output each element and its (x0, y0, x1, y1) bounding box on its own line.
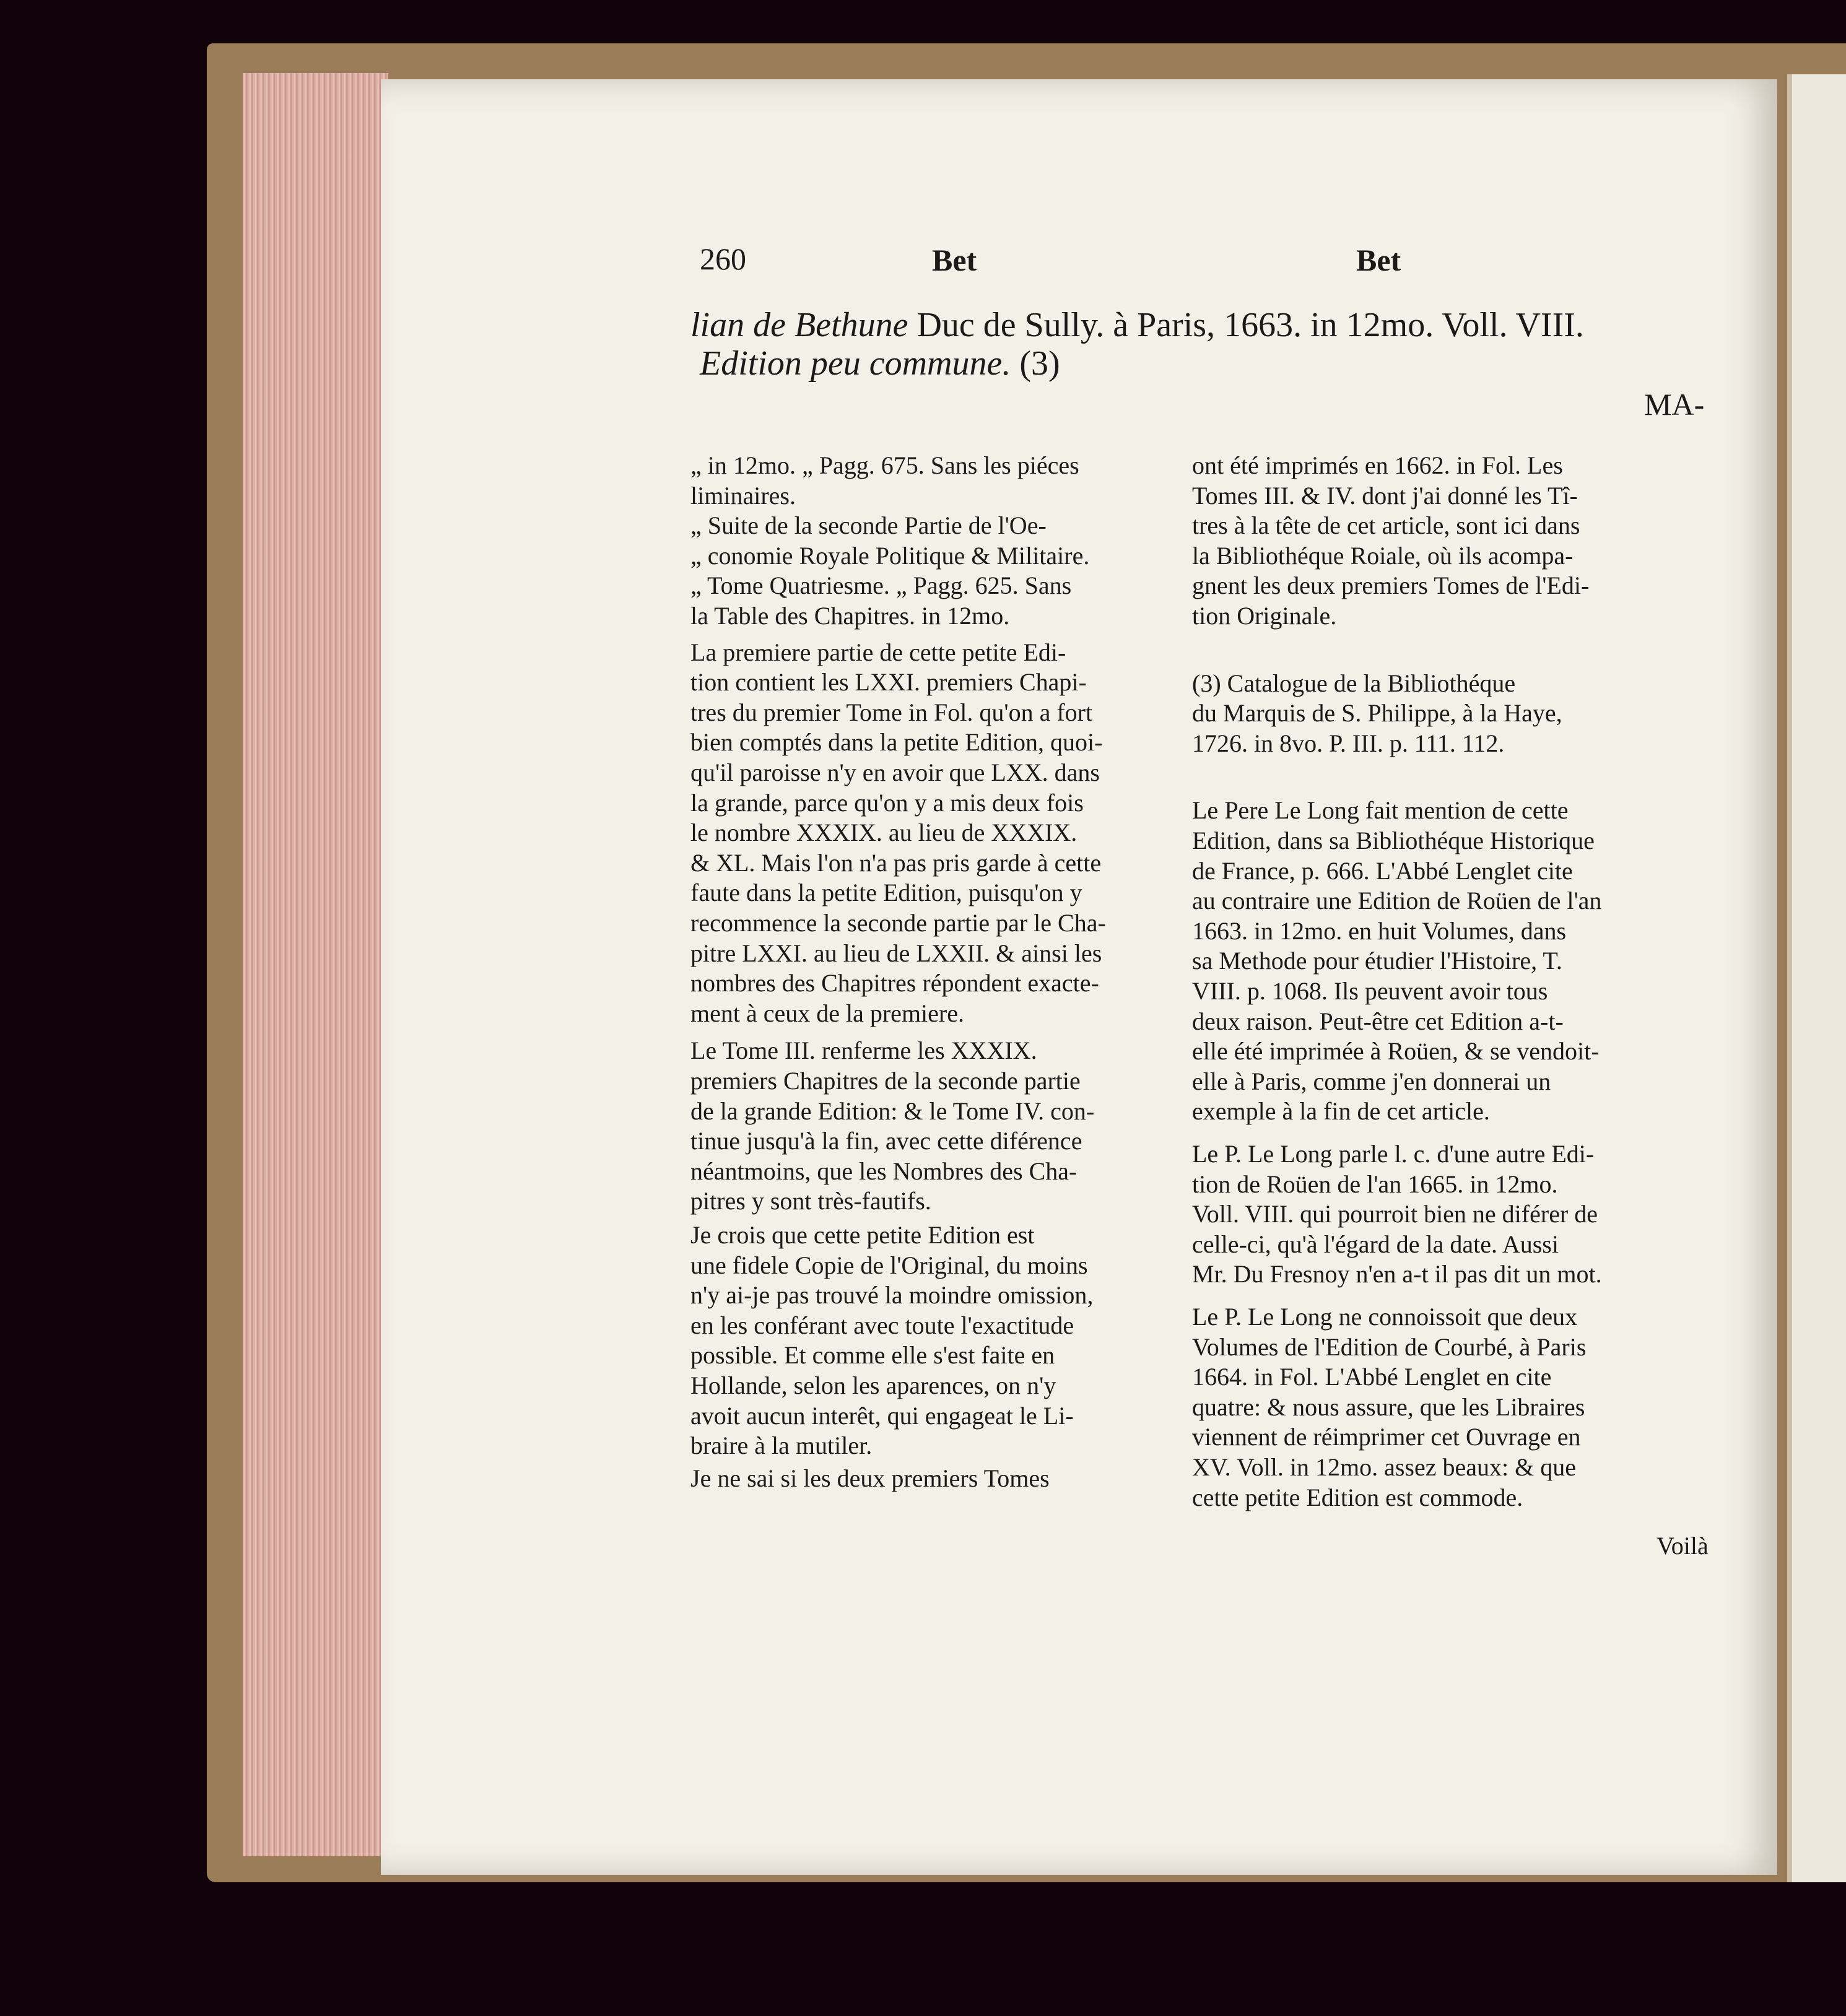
text-line: elle été imprimée à Roüen, & se vendoit- (1192, 1037, 1600, 1066)
text-line: la Bibliothéque Roiale, où ils acompa- (1192, 541, 1574, 570)
text-line: elle à Paris, comme j'en donnerai un (1192, 1067, 1551, 1095)
catchword-bottom: Voilà (1657, 1532, 1709, 1560)
text-line: 1663. in 12mo. en huit Volumes, dans (1192, 916, 1567, 945)
text-line: braire à la mutiler. (690, 1432, 873, 1460)
text-line: ont été imprimés en 1662. in Fol. Les (1192, 451, 1563, 479)
running-head-right: Bet (1356, 243, 1401, 277)
text-line: au contraire une Edition de Roüen de l'an (1192, 887, 1602, 915)
text-line: pitre LXXI. au lieu de LXXII. & ainsi les (690, 939, 1102, 967)
right-column (1192, 451, 1725, 1652)
book-page (381, 79, 1777, 1875)
text-line: celle-ci, qu'à l'égard de la date. Aussi (1192, 1230, 1559, 1258)
text-line: viennent de réimprimer cet Ouvrage en (1192, 1423, 1581, 1451)
text-line: premiers Chapitres de la seconde partie (690, 1067, 1081, 1095)
text-line: tres à la tête de cet article, sont ici dans (1192, 511, 1580, 540)
text-line: Mr. Du Fresnoy n'en a-t il pas dit un mot. (1192, 1260, 1602, 1288)
text-line: du Marquis de S. Philippe, à la Haye, (1192, 699, 1562, 728)
text-line: de France, p. 666. L'Abbé Lenglet cite (1192, 856, 1573, 885)
text-line: quatre: & nous assure, que les Libraires (1192, 1393, 1585, 1421)
text-line: la grande, parce qu'on y a mis deux fois (690, 788, 1084, 817)
page-edges (243, 73, 388, 1856)
text-line: bien comptés dans la petite Edition, quoi- (690, 728, 1103, 757)
text-line: de la grande Edition: & le Tome IV. con- (690, 1097, 1095, 1125)
text-line: „ Tome Quatriesme. „ Pagg. 625. Sans (690, 571, 1072, 600)
text-line: pitres y sont très-fautifs. (690, 1187, 931, 1215)
text-line: 1726. in 8vo. P. III. p. 111. 112. (1192, 729, 1505, 757)
title-line-2-italic: Edition peu commune. (700, 344, 1011, 383)
text-line: faute dans la petite Edition, puisqu'on y (690, 879, 1082, 907)
text-line: tres du premier Tome in Fol. qu'on a fort (690, 698, 1093, 726)
text-line: „ in 12mo. „ Pagg. 675. Sans les piéces (690, 451, 1079, 479)
text-line: Le Pere Le Long fait mention de cette (1192, 796, 1569, 825)
text-line: recommence la seconde partie par le Cha- (690, 909, 1106, 937)
text-line: liminaires. (690, 481, 796, 510)
text-line: exemple à la fin de cet article. (1192, 1097, 1490, 1126)
text-line: nombres des Chapitres répondent exacte- (690, 969, 1099, 997)
title-line-2-rest: (3) (1011, 344, 1060, 383)
text-line: XV. Voll. in 12mo. assez beaux: & que (1192, 1453, 1576, 1481)
text-line: Voll. VIII. qui pourroit bien ne diférer de (1192, 1200, 1598, 1228)
title-line-1-italic: lian de Bethune (690, 306, 908, 344)
text-line: Volumes de l'Edition de Courbé, à Paris (1192, 1332, 1587, 1361)
text-line: n'y ai-je pas trouvé la moindre omission, (690, 1281, 1094, 1310)
text-line: possible. Et comme elle s'est faite en (690, 1341, 1055, 1370)
text-line: „ conomie Royale Politique & Militaire. (690, 541, 1090, 570)
text-line: tion Originale. (1192, 602, 1337, 630)
text-line: la Table des Chapitres. in 12mo. (690, 602, 1010, 630)
running-head-left: Bet (932, 243, 977, 277)
text-line: qu'il paroisse n'y en avoir que LXX. dans (690, 758, 1100, 786)
text-line: & XL. Mais l'on n'a pas pris garde à cette (690, 848, 1102, 877)
text-line: Je crois que cette petite Edition est (690, 1221, 1035, 1249)
text-line: 1664. in Fol. L'Abbé Lenglet en cite (1192, 1363, 1552, 1391)
text-line: (3) Catalogue de la Bibliothéque (1192, 669, 1516, 697)
text-line: avoit aucun interêt, qui engageat le Li- (690, 1401, 1074, 1430)
text-line: Le P. Le Long ne connoissoit que deux (1192, 1303, 1578, 1331)
text-line: une fidele Copie de l'Original, du moins (690, 1251, 1088, 1279)
page-number: 260 (700, 241, 746, 276)
title-line-1-rest: Duc de Sully. à Paris, 1663. in 12mo. Voll. VIII. (908, 306, 1584, 344)
text-line: Le P. Le Long parle l. c. d'une autre Edi- (1192, 1140, 1595, 1168)
text-line: „ Suite de la seconde Partie de l'Oe- (690, 511, 1047, 540)
text-line: Hollande, selon les aparences, on n'y (690, 1371, 1056, 1399)
title-line-1 (690, 303, 1584, 347)
text-line: sa Methode pour étudier l'Histoire, T. (1192, 947, 1562, 975)
text-line: cette petite Edition est commode. (1192, 1483, 1523, 1511)
left-column (690, 451, 1229, 1652)
text-line: Tomes III. & IV. dont j'ai donné les Tî- (1192, 481, 1578, 510)
text-line: tinue jusqu'à la fin, avec cette diférence (690, 1127, 1082, 1155)
text-line: Le Tome III. renferme les XXXIX. (690, 1036, 1037, 1065)
text-line: tion de Roüen de l'an 1665. in 12mo. (1192, 1170, 1558, 1198)
text-line: gnent les deux premiers Tomes de l'Edi- (1192, 571, 1590, 600)
text-line: deux raison. Peut-être cet Edition a-t- (1192, 1007, 1564, 1035)
title-line-2 (700, 342, 1060, 385)
text-line: tion contient les LXXI. premiers Chapi- (690, 668, 1087, 697)
text-line: Je ne sai si les deux premiers Tomes (690, 1464, 1050, 1492)
text-line: Edition, dans sa Bibliothéque Historique (1192, 827, 1595, 854)
text-line: La premiere partie de cette petite Edi- (690, 638, 1066, 666)
text-line: ment à ceux de la premiere. (690, 999, 964, 1027)
text-line: le nombre XXXIX. au lieu de XXXIX. (690, 819, 1078, 847)
text-line: néantmoins, que les Nombres des Cha- (690, 1157, 1078, 1185)
catchword-top: MA- (1644, 387, 1705, 422)
text-line: en les conférant avec toute l'exactitude (690, 1311, 1074, 1339)
facing-page-edge (1787, 74, 1846, 1882)
text-line: VIII. p. 1068. Ils peuvent avoir tous (1192, 977, 1548, 1005)
